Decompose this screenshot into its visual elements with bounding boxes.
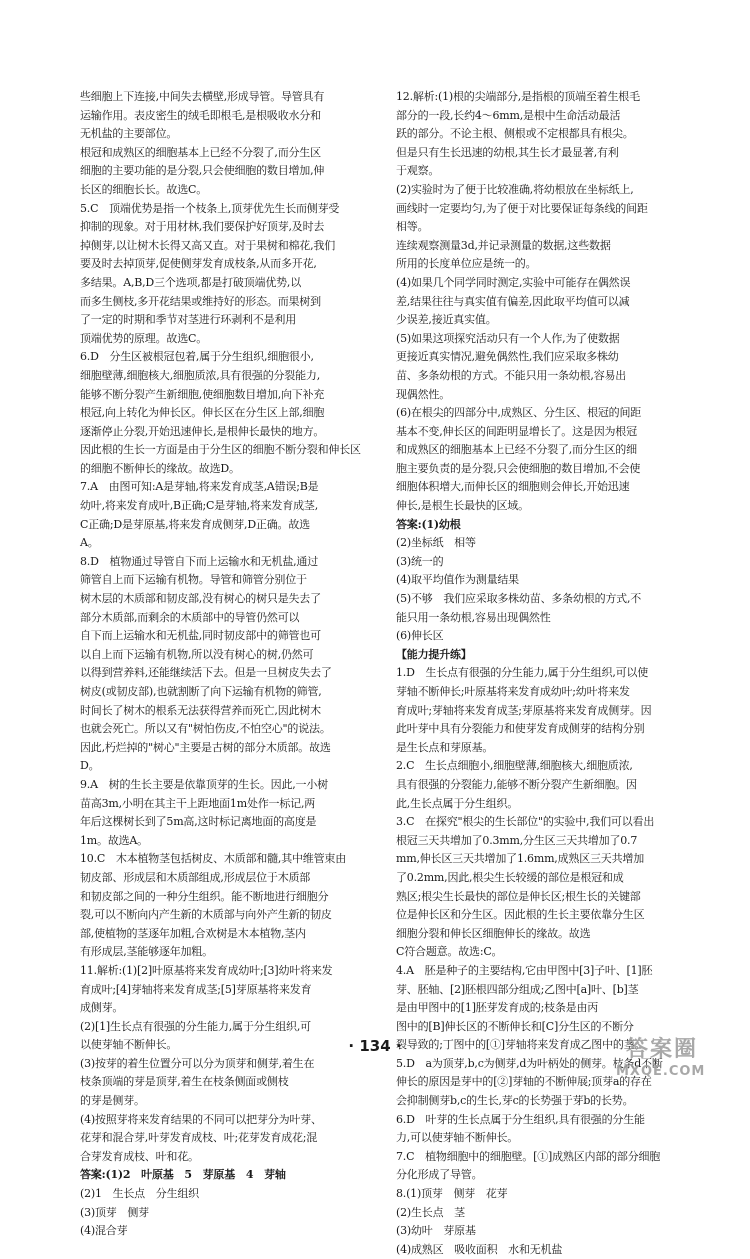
text-line: 些细胞上下连接,中间失去横壁,形成导管。导管具有 [80, 90, 325, 103]
text-line: 现偶然性。 [396, 387, 450, 401]
text-line: 具有很强的分裂能力,能够不断分裂产生新细胞。因 [396, 777, 637, 791]
text-line: 自下而上运输水和无机盐,同时韧皮部中的筛管也可 [80, 629, 321, 643]
text-line: (3)按芽的着生位置分可以分为顶芽和侧芽,着生在 [80, 1056, 315, 1070]
text-line: 树皮(或韧皮部),也就割断了向下运输有机物的筛管, [80, 685, 322, 698]
text-line: (4)按照芽将来发育结果的不同可以把芽分为叶芽、 [80, 1112, 322, 1126]
text-line: 裂,可以不断向内产生新的木质部与向外产生新的韧皮 [80, 908, 332, 922]
text-line: 12.解析:(1)根的尖端部分,是指根的顶端至着生根毛 [396, 90, 640, 103]
text-line: 时间长了树木的根系无法获得营养而死亡,因此树木 [80, 703, 321, 717]
text-line: 差,结果往往与真实值有偏差,因此取平均值可以减 [396, 294, 630, 308]
text-line: 以使芽轴不断伸长。 [80, 1038, 178, 1052]
text-line: 以自上而下运输有机物,所以没有树心的树,仍然可 [80, 647, 314, 661]
text-line: 有形成层,茎能够逐年加粗。 [80, 945, 213, 959]
text-line: (4)如果几个同学同时测定,实验中可能存在偶然误 [396, 275, 631, 289]
text-line: 部分木质部,而剩余的木质部中的导管仍然可以 [80, 610, 300, 624]
text-line: 9.A 树的生长主要是依靠顶芽的生长。因此,一小树 [80, 777, 328, 791]
text-line: (3)统一的 [396, 554, 444, 568]
text-line: 是由甲图中的[1]胚芽发育成的;枝条是由丙 [396, 1001, 599, 1015]
text-line: 筛管自上而下运输有机物。导管和筛管分别位于 [80, 573, 307, 587]
text-line: 育成叶;芽轴将来发育成茎;芽原基将来发育成侧芽。因 [396, 703, 652, 717]
text-line: 韧皮部、形成层和木质部组成,形成层位于木质部 [80, 870, 311, 884]
text-line: 部分的一段,长约4～6mm,是根中生命活动最活 [396, 108, 621, 122]
text-line: 育成叶;[4]芽轴将来发育成茎;[5]芽原基将来发育 [80, 982, 312, 996]
text-line: 运输作用。表皮密生的绒毛即根毛,是根吸收水分和 [80, 108, 321, 122]
text-line: (5)如果这项探究活动只有一个人作,为了使数据 [396, 331, 620, 345]
text-line: 是生长点和芽原基。 [396, 740, 494, 754]
text-line: 而多生侧枝,多开花结果或维持好的形态。而果树到 [80, 294, 321, 308]
text-line: 根冠三天共增加了0.3mm,分生区三天共增加了0.7 [396, 833, 638, 847]
text-line: 分化形成了导管。 [396, 1168, 483, 1182]
text-line: 连续观察测量3d,并记录测量的数据,这些数据 [396, 238, 611, 252]
text-line: 抑制的现象。对于用材林,我们要保护好顶芽,及时去 [80, 220, 325, 234]
text-line: 7.C 植物细胞中的细胞壁。[①]成熟区内部的部分细胞 [396, 1149, 661, 1163]
text-line: 此,生长点属于分生组织。 [396, 796, 519, 810]
text-line: 芽轴不断伸长;叶原基将来发育成幼叶;幼叶将来发 [396, 685, 630, 698]
text-line: 此叶芽中具有分裂能力和使芽发育成侧芽的结构分别 [396, 722, 645, 736]
text-line: 的芽是侧芽。 [80, 1094, 145, 1108]
text-line: 基本不变,伸长区的间距明显增长了。这是因为根冠 [396, 424, 637, 438]
text-line: 苗高3m,小明在其主干上距地面1m处作一标记,两 [80, 796, 316, 810]
text-line: 合芽发育成枝、叶和花。 [80, 1149, 199, 1163]
text-line: 答案:(1)幼根 [396, 517, 461, 531]
text-line: 能只用一条幼根,容易出现偶然性 [396, 610, 551, 624]
text-line: C符合题意。故选:C。 [396, 945, 503, 959]
text-line: 因此,朽烂掉的"树心"主要是古树的部分木质部。故选 [80, 740, 331, 754]
text-line: 苗、多条幼根的方式。不能只用一条幼根,容易出 [396, 368, 627, 382]
text-line: (4)混合芽 [80, 1224, 128, 1238]
text-line: 更接近真实情况,避免偶然性,我们应采取多株幼 [396, 350, 619, 364]
text-line: 跃的部分。不论主根、侧根或不定根都具有根尖。 [396, 127, 634, 141]
text-line: 花芽和混合芽,叶芽发育成枝、叶;花芽发育成花;混 [80, 1131, 318, 1145]
text-line: 细胞壁薄,细胞核大,细胞质浓,具有很强的分裂能力, [80, 368, 320, 382]
text-line: 相等。 [396, 220, 429, 234]
text-line: 会抑制侧芽b,c的生长,芽c的长势强于芽b的长势。 [396, 1094, 634, 1108]
text-line: 年后这棵树长到了5m高,这时标记离地面的高度是 [80, 815, 317, 829]
text-line: 根冠,向上转化为伸长区。伸长区在分生区上部,细胞 [80, 406, 325, 420]
text-line: 但是只有生长迅速的幼根,其生长才最显著,有利 [396, 145, 619, 159]
text-line: 7.A 由图可知:A是芽轴,将来发育成茎,A错误;B是 [80, 480, 319, 494]
text-line: 10.C 木本植物茎包括树皮、木质部和髓,其中维管束由 [80, 852, 347, 866]
text-line: 1m。故选A。 [80, 833, 148, 847]
text-line: 要及时去掉顶芽,促使侧芽发育成枝条,从而多开花, [80, 257, 317, 271]
text-line: 5.D a为顶芽,b,c为侧芽,d为叶柄处的侧芽。枝条d不断 [396, 1056, 663, 1070]
text-line: D。 [80, 759, 100, 773]
text-line: (2)坐标纸 相等 [396, 536, 476, 550]
text-line: 长区的细胞长长。故选C。 [80, 182, 208, 196]
text-line: 5.C 顶端优势是指一个枝条上,顶芽优先生长而侧芽受 [80, 201, 340, 215]
text-line: 伸长,是根生长最快的区域。 [396, 499, 529, 513]
text-line: 3.C 在探究"根尖的生长部位"的实验中,我们可以看出 [396, 815, 655, 829]
text-line: 以得到营养料,还能继续活下去。但是一旦树皮失去了 [80, 666, 332, 680]
text-line: 8.(1)顶芽 侧芽 花芽 [396, 1187, 508, 1201]
text-line: (2)生长点 茎 [396, 1205, 465, 1219]
text-line: 的细胞不断伸长的缘故。故选D。 [80, 461, 240, 475]
text-line: 和成熟区的细胞基本上已经不分裂了,而分生区的细 [396, 443, 637, 457]
text-line: 根冠和成熟区的细胞基本上已经不分裂了,而分生区 [80, 145, 321, 159]
text-line: 1.D 生长点有很强的分生能力,属于分生组织,可以使 [396, 666, 649, 680]
text-line: 掉侧芽,以让树木长得又高又直。对于果树和棉花,我们 [80, 238, 335, 252]
text-line: 顶端优势的原理。故选C。 [80, 331, 208, 345]
text-line: 也就会死亡。所以又有"树怕伤皮,不怕空心"的说法。 [80, 722, 331, 736]
text-line: 画线时一定要均匀,为了便于对比要保证每条线的间距 [396, 201, 648, 215]
text-line: 细胞分裂和伸长区细胞伸长的缘故。故选 [396, 926, 591, 940]
text-line: 因此根的生长一方面是由于分生区的细胞不断分裂和伸长区 [80, 443, 361, 457]
text-line: 图中的[B]伸长区的不断伸长和[C]分生区的不断分 [396, 1019, 634, 1033]
text-line: (6)伸长区 [396, 629, 444, 643]
text-line: 细胞体积增大,而伸长区的细胞则会伸长,开始迅速 [396, 480, 630, 494]
text-line: 成侧芽。 [80, 1001, 124, 1015]
text-line: C正确;D是芽原基,将来发育成侧芽,D正确。故选 [80, 517, 310, 531]
text-line: 了一定的时期和季节对茎进行环剥利不是利用 [80, 313, 296, 327]
text-line: 少误差,接近真实值。 [396, 313, 497, 327]
watermark-site: MXQE.COM [616, 1064, 706, 1079]
text-line: (2)1 生长点 分生组织 [80, 1187, 199, 1201]
left-column [80, 88, 392, 1241]
text-line: 无机盐的主要部位。 [80, 127, 178, 141]
watermark-text: 答案圈 [626, 1037, 699, 1062]
text-line: 所用的长度单位应是统一的。 [396, 257, 537, 271]
page-number: · 134 · [348, 1037, 402, 1055]
text-line: 伸长的原因是芽中的[②]芽轴的不断伸展;顶芽a的存在 [396, 1075, 652, 1089]
text-line: 逐渐停止分裂,开始迅速伸长,是根伸长最快的地方。 [80, 424, 325, 438]
text-line: 部,使植物的茎逐年加粗,合欢树是木本植物,茎内 [80, 926, 306, 940]
text-line: (6)在根尖的四部分中,成熟区、分生区、根冠的间距 [396, 406, 642, 420]
text-line: 芽、胚轴、[2]胚根四部分组成;乙图中[a]叶、[b]茎 [396, 982, 639, 996]
text-line: 能够不断分裂产生新细胞,使细胞数目增加,向下补充 [80, 387, 325, 401]
text-line: (3)顶芽 侧芽 [80, 1205, 149, 1219]
text-line: (2)实验时为了便于比较准确,将幼根放在坐标纸上, [396, 182, 634, 196]
text-line: 4.A 胚是种子的主要结构,它由甲图中[3]子叶、[1]胚 [396, 963, 653, 977]
watermark-logo [612, 1030, 750, 1083]
text-line: (4)成熟区 吸收面积 水和无机盐 [396, 1242, 563, 1256]
text-line: (3)幼叶 芽原基 [396, 1224, 476, 1238]
text-line: 位是伸长区和分生区。因此根的生长主要依靠分生区 [396, 908, 645, 922]
text-line: 6.D 叶芽的生长点属于分生组织,具有很强的分生能 [396, 1112, 645, 1126]
text-line: (5)不够 我们应采取多株幼苗、多条幼根的方式,不 [396, 592, 642, 606]
text-line: 8.D 植物通过导管自下而上运输水和无机盐,通过 [80, 554, 319, 568]
text-line: 幼叶,将来发育成叶,B正确;C是芽轴,将来发育成茎, [80, 499, 318, 513]
text-line: A。 [80, 536, 99, 550]
text-line: 了0.2mm,因此,根尖生长较缓的部位是根冠和成 [396, 870, 624, 884]
text-line: 力,可以使芽轴不断伸长。 [396, 1131, 519, 1145]
text-line: 细胞的主要功能的是分裂,只会使细胞的数目增加,伸 [80, 164, 325, 178]
text-line: 2.C 生长点细胞小,细胞壁薄,细胞核大,细胞质浓, [396, 759, 633, 773]
text-line: 树木层的木质部和韧皮部,没有树心的树只是失去了 [80, 592, 321, 606]
text-line: 6.D 分生区被根冠包着,属于分生组织,细胞很小, [80, 350, 314, 364]
text-line: 11.解析:(1)[2]叶原基将来发育成幼叶;[3]幼叶将来发 [80, 963, 333, 977]
text-line: 枝条顶端的芽是顶芽,着生在枝条侧面或侧枝 [80, 1075, 289, 1089]
text-line: 多结果。A,B,D三个选项,都是打破顶端优势,以 [80, 275, 302, 289]
text-line: 胞主要负责的是分裂,只会使细胞的数目增加,不会使 [396, 461, 641, 475]
text-line: 于观察。 [396, 164, 440, 178]
text-line: 裂导致的;丁图中的[①]芽轴将来发育成乙图中的茎。 [396, 1038, 646, 1052]
right-column [396, 88, 699, 1259]
text-line: (4)取平均值作为测量结果 [396, 573, 519, 587]
text-line: 答案:(1)2 叶原基 5 芽原基 4 芽轴 [80, 1168, 286, 1182]
text-line: mm,伸长区三天共增加了1.6mm,成熟区三天共增加 [396, 852, 645, 866]
text-line: 和韧皮部之间的一种分生组织。能不断地进行细胞分 [80, 889, 329, 903]
text-line: 熟区;根尖生长最快的部位是伸长区;根生长的关键部 [396, 889, 641, 903]
text-line: (2)[1]生长点有很强的分生能力,属于分生组织,可 [80, 1019, 311, 1033]
text-line: 【能力提升练】 [396, 647, 472, 661]
